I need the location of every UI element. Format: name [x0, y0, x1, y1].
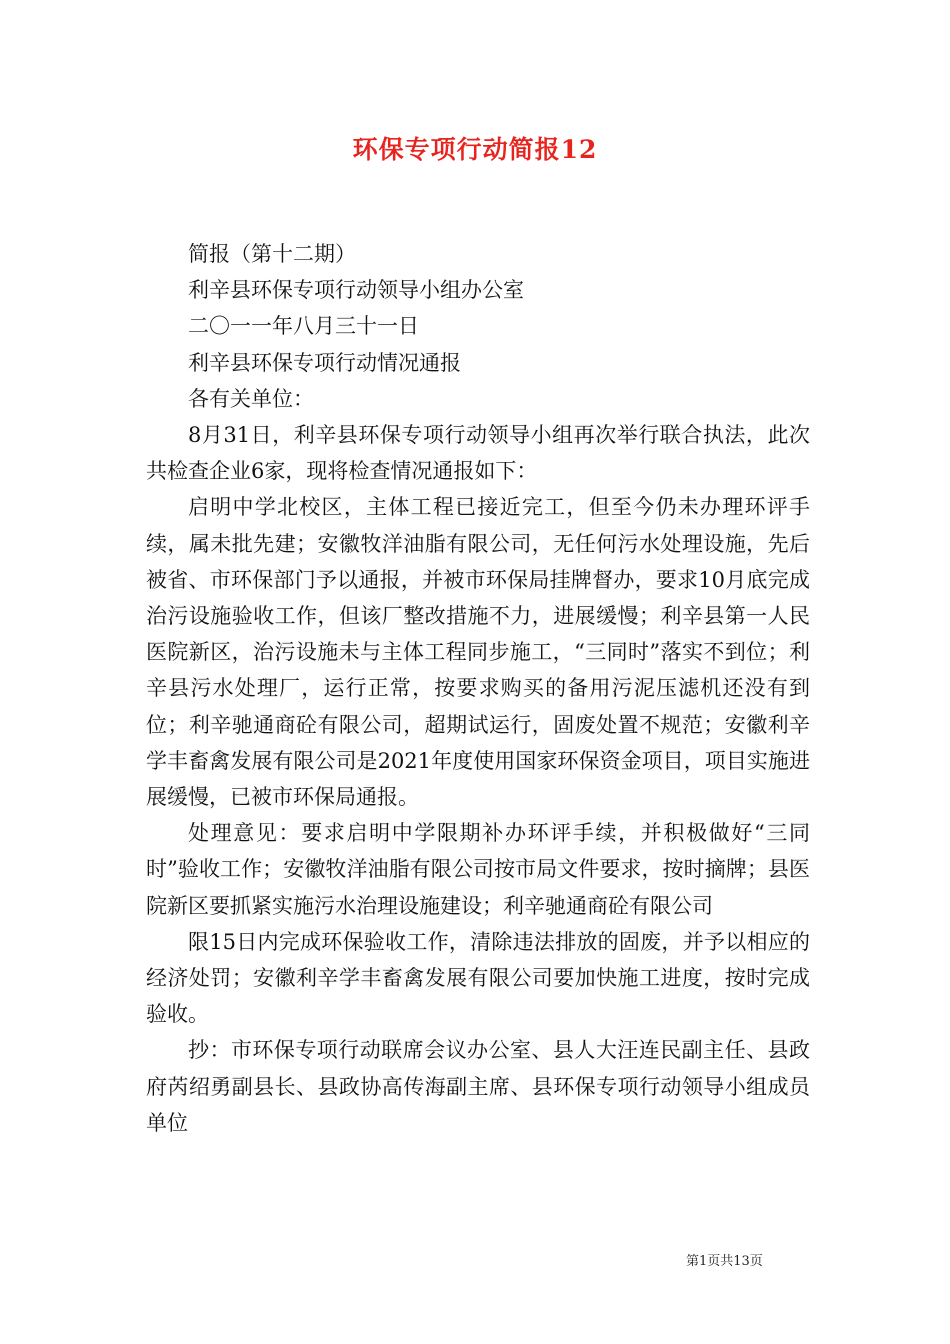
paragraph-intro: 8月31日，利辛县环保专项行动领导小组再次举行联合执法，此次共检查企业6家，现将检查情况通报如下： [146, 423, 810, 484]
date-line: 二〇一一年八月三十一日 [188, 314, 419, 339]
notice-title-line: 利辛县环保专项行动情况通报 [188, 350, 461, 375]
paragraph-cc: 抄：市环保专项行动联席会议办公室、县人大汪连民副主任、县政府芮绍勇副县长、县政协高传海副主席、县环保专项行动领导小组成员单位 [146, 1038, 810, 1135]
document-body [146, 236, 810, 1141]
salutation-line: 各有关单位： [188, 386, 314, 411]
paragraph-deadline: 限15日内完成环保验收工作，清除违法排放的固废，并予以相应的经济处罚；安徽利辛学丰畜禽发展有限公司要加快施工进度，按时完成验收。 [146, 929, 810, 1027]
page-title: 环保专项行动简报12 [352, 135, 598, 164]
paragraph-findings: 启明中学北校区，主体工程已接近完工，但至今仍未办理环评手续，属未批先建；安徽牧洋油脂有限公司，无任何污水处理设施，先后被省、市环保部门予以通报，并被市环保局挂牌督办，要求10月底完成治污设施验收工作，但该厂整改措施不力，进展缓慢；利辛县第一人民医院新区，治污设施未与主体工程同步施工，“三同时”落实不到位；利辛县污水处理厂，运行正常，按要求购买的备用污泥压滤机还没有到位；利辛驰通商砼有限公司，超期试运行，固废处置不规范；安徽利辛学丰畜禽发展有限公司是2021年度使用国家环保资金项目，项目实施进展缓慢，已被市环保局通报。 [146, 495, 810, 810]
issuing-office-line: 利辛县环保专项行动领导小组办公室 [188, 278, 524, 303]
bulletin-issue-line: 简报（第十二期） [188, 242, 356, 266]
paragraph-opinions: 处理意见：要求启明中学限期补办环评手续，并积极做好“三同时”验收工作；安徽牧洋油脂有限公司按市局文件要求，按时摘牌；县医院新区要抓紧实施污水治理设施建设；利辛驰通商砼有限公司 [146, 821, 810, 918]
page-number-footer: 第1页共13页 [686, 1254, 763, 1269]
